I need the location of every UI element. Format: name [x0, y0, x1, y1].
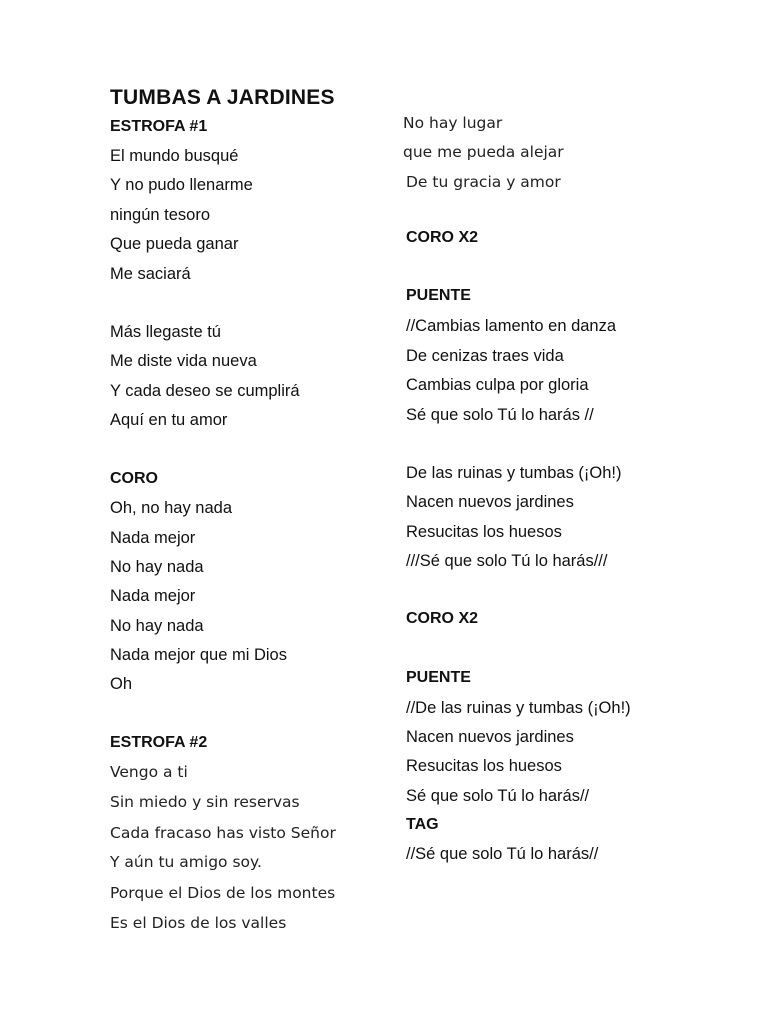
lyric-line: Y no pudo llenarme: [110, 176, 253, 194]
lyric-line: Cada fracaso has visto Señor: [110, 824, 336, 842]
lyric-line: Porque el Dios de los montes: [110, 884, 336, 902]
lyric-line: Nacen nuevos jardines: [406, 728, 574, 746]
lyric-line: Resucitas los huesos: [406, 523, 562, 541]
lyric-line: Nada mejor: [110, 529, 196, 547]
lyric-line: No hay nada: [110, 558, 204, 576]
lyric-line: //De las ruinas y tumbas (¡Oh!): [406, 699, 631, 717]
lyric-line: Resucitas los huesos: [406, 757, 562, 775]
lyric-line: Sin miedo y sin reservas: [110, 793, 300, 811]
lyric-line: No hay lugar: [403, 114, 503, 132]
lyric-line: Y aún tu amigo soy.: [110, 853, 262, 871]
lyric-line: ///Sé que solo Tú lo harás///: [406, 552, 608, 570]
lyric-line: Más llegaste tú: [110, 323, 221, 341]
lyric-line: Nacen nuevos jardines: [406, 493, 574, 511]
lyric-line: Sé que solo Tú lo harás//: [406, 787, 590, 805]
lyric-line: Y cada deseo se cumplirá: [110, 382, 300, 400]
lyric-line: que me pueda alejar: [403, 143, 564, 161]
lyric-line: No hay nada: [110, 617, 204, 635]
lyric-line: Es el Dios de los valles: [110, 914, 287, 932]
lyric-line: Sé que solo Tú lo harás //: [406, 406, 594, 424]
section-heading: ESTROFA #2: [110, 734, 208, 751]
lyric-line: De tu gracia y amor: [406, 173, 561, 191]
lyric-line: Que pueda ganar: [110, 235, 239, 253]
lyric-line: Nada mejor que mi Dios: [110, 646, 287, 664]
lyric-line: De cenizas traes vida: [406, 347, 564, 365]
lyric-line: //Cambias lamento en danza: [406, 317, 617, 335]
lyric-line: Vengo a ti: [110, 763, 188, 781]
lyric-line: Me saciará: [110, 265, 191, 283]
lyric-line: Nada mejor: [110, 587, 196, 605]
section-heading: CORO: [110, 470, 158, 487]
section-heading: CORO X2: [406, 610, 479, 627]
lyric-line: Me diste vida nueva: [110, 352, 257, 370]
section-heading: ESTROFA #1: [110, 118, 208, 135]
section-heading: TAG: [406, 816, 439, 833]
lyric-line: ningún tesoro: [110, 206, 210, 224]
section-heading: PUENTE: [406, 669, 471, 686]
lyric-line: //Sé que solo Tú lo harás//: [406, 845, 599, 863]
lyric-line: Cambias culpa por gloria: [406, 376, 589, 394]
section-heading: CORO X2: [406, 229, 479, 246]
section-heading: PUENTE: [406, 287, 471, 304]
song-title: TUMBAS A JARDINES: [110, 86, 335, 109]
lyric-line: Oh: [110, 675, 133, 693]
lyric-line: Oh, no hay nada: [110, 499, 233, 517]
lyric-line: Aquí en tu amor: [110, 411, 228, 429]
lyric-line: El mundo busqué: [110, 147, 239, 165]
lyric-line: De las ruinas y tumbas (¡Oh!): [406, 464, 622, 482]
